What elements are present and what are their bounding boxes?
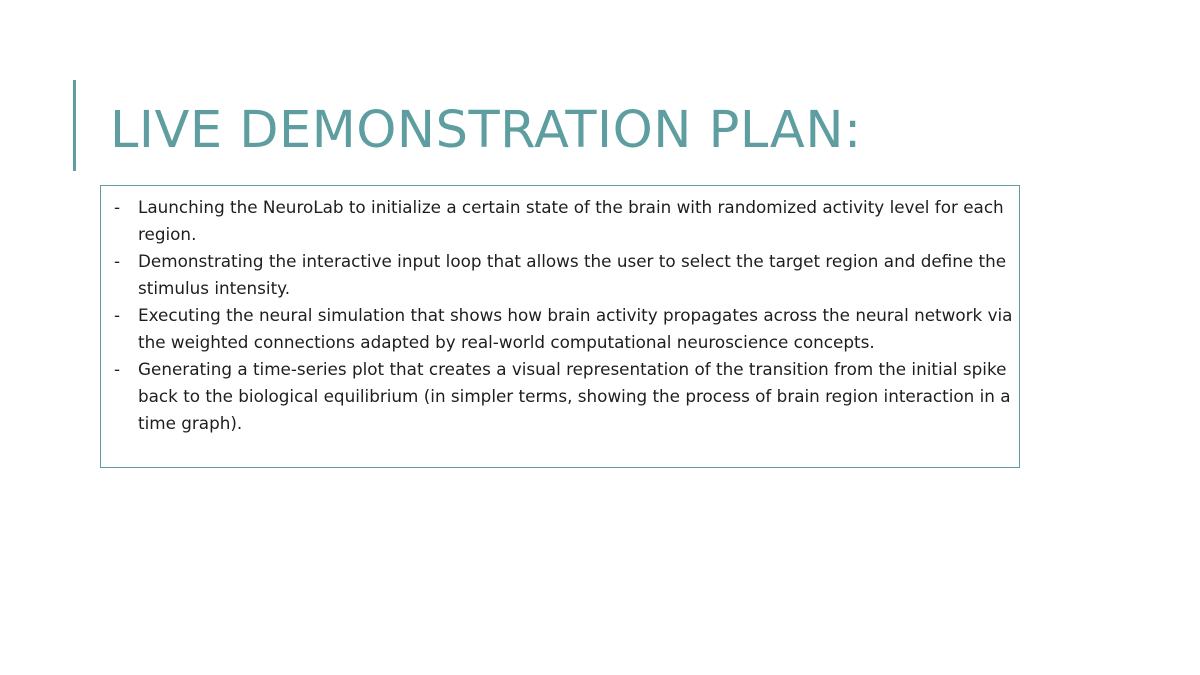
bullet-text: Executing the neural simulation that shows how brain activity propagates across the neural network via the weighted connections adapted by real-world computational neuroscience concepts. (138, 305, 1013, 352)
bullet-text: Generating a time-series plot that creates a visual representation of the transition from the initial spike back to the biological equilibrium (in simpler terms, showing the process of brain region interaction in a time graph). (138, 359, 1011, 433)
bullet-list (101, 194, 1013, 437)
bullet-item (101, 302, 1013, 356)
content-box (100, 185, 1020, 468)
bullet-text: Launching the NeuroLab to initialize a certain state of the brain with randomized activity level for each region. (138, 197, 1004, 244)
title-accent-bar (73, 80, 76, 171)
bullet-item (101, 248, 1013, 302)
bullet-marker: - (114, 305, 121, 325)
bullet-item (101, 194, 1013, 248)
slide-title: LIVE DEMONSTRATION PLAN: (110, 101, 862, 160)
bullet-marker: - (114, 251, 121, 271)
bullet-text: Demonstrating the interactive input loop that allows the user to select the target region and define the stimulus intensity. (138, 251, 1007, 298)
bullet-marker: - (114, 359, 121, 379)
bullet-item (101, 356, 1013, 437)
bullet-marker: - (114, 197, 121, 217)
